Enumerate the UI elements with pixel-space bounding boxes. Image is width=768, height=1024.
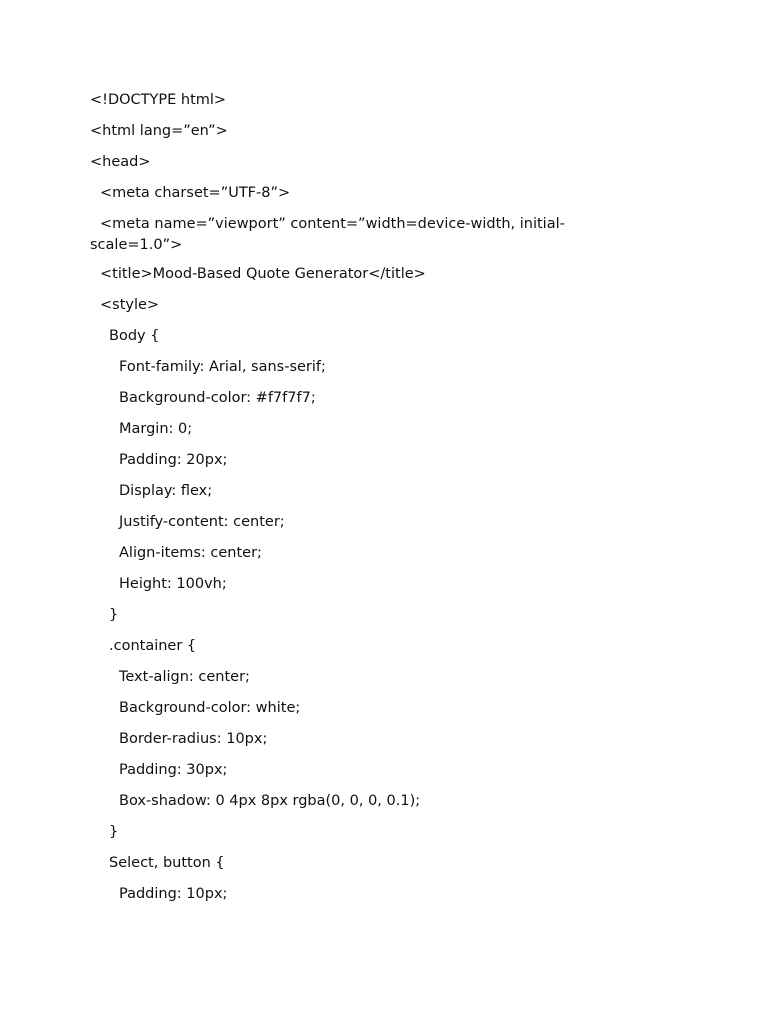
code-line-padding: Padding: 20px; [119, 452, 228, 468]
code-line-container-background: Background-color: white; [119, 700, 301, 716]
code-line-meta-viewport-part1: <meta name=”viewport” content=”width=device-width, initial- [100, 216, 565, 232]
code-line-text-align: Text-align: center; [119, 669, 250, 685]
code-line-title: <title>Mood-Based Quote Generator</title> [100, 266, 426, 282]
code-line-height: Height: 100vh; [119, 576, 227, 592]
document-page [90, 92, 590, 917]
code-line-select-padding: Padding: 10px; [119, 886, 228, 902]
code-line-style-open: <style> [100, 297, 160, 313]
code-line-box-shadow: Box-shadow: 0 4px 8px rgba(0, 0, 0, 0.1); [119, 793, 421, 809]
code-line-container-rule: .container { [109, 638, 197, 654]
code-line-body-close: } [109, 607, 119, 623]
code-line-html-open: <html lang=”en”> [90, 123, 228, 139]
code-line-meta-viewport [90, 214, 590, 256]
code-line-border-radius: Border-radius: 10px; [119, 731, 268, 747]
code-line-justify-content: Justify-content: center; [119, 514, 285, 530]
code-line-margin: Margin: 0; [119, 421, 193, 437]
code-line-container-close: } [109, 824, 119, 840]
code-line-display: Display: flex; [119, 483, 213, 499]
code-line-head-open: <head> [90, 154, 151, 170]
code-line-doctype: <!DOCTYPE html> [90, 92, 227, 108]
code-line-meta-viewport-part2: scale=1.0”> [90, 237, 183, 253]
code-line-align-items: Align-items: center; [119, 545, 262, 561]
code-line-background-color: Background-color: #f7f7f7; [119, 390, 316, 406]
code-line-body-rule: Body { [109, 328, 160, 344]
code-line-select-button-rule: Select, button { [109, 855, 225, 871]
code-line-meta-charset: <meta charset=”UTF-8”> [100, 185, 291, 201]
code-line-font-family: Font-family: Arial, sans-serif; [119, 359, 326, 375]
code-line-container-padding: Padding: 30px; [119, 762, 228, 778]
